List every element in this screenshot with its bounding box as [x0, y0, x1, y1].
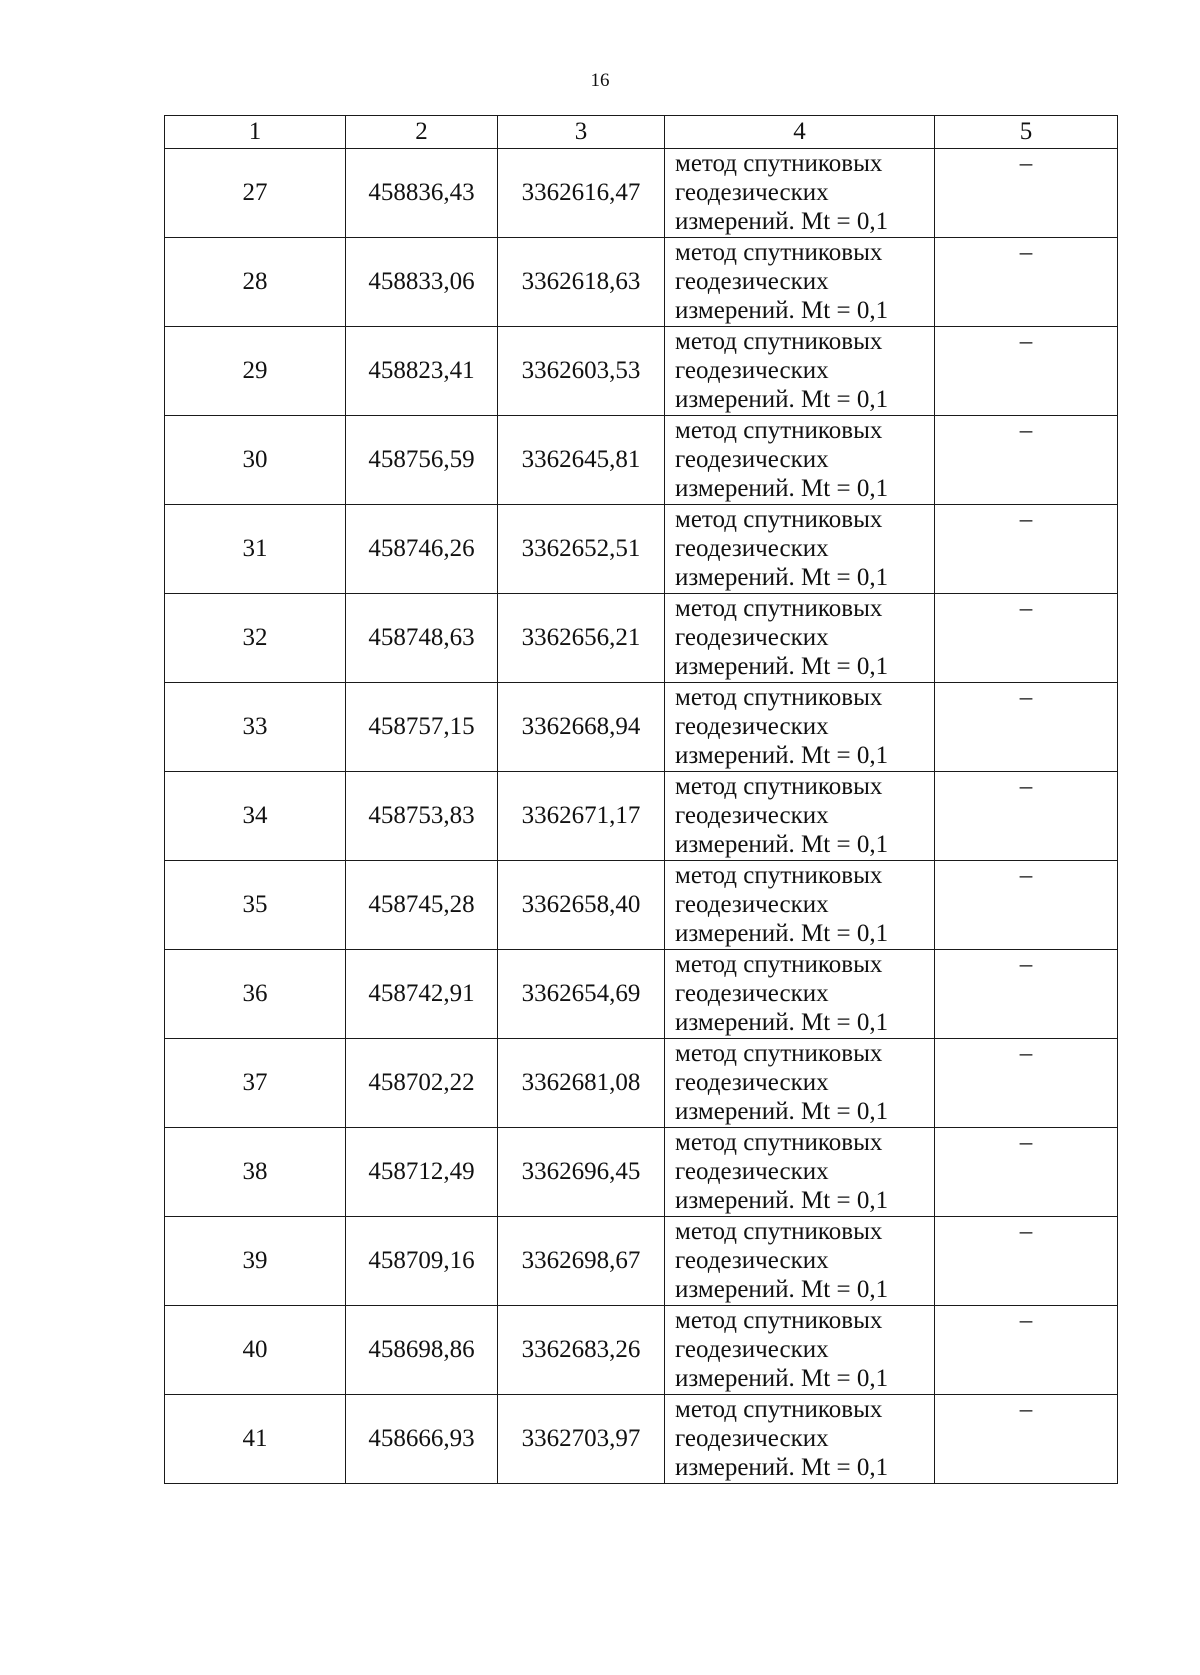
y-coordinate: 3362671,17 — [498, 772, 665, 861]
header-col-5: 5 — [935, 116, 1118, 149]
x-coordinate: 458742,91 — [346, 950, 498, 1039]
header-col-2: 2 — [346, 116, 498, 149]
note-dash: – — [935, 950, 1118, 1039]
method-cell — [665, 683, 935, 772]
method-line-3: измерений. Mt = 0,1 — [675, 564, 889, 591]
table-row — [165, 1395, 1118, 1484]
method-line-3: измерений. Mt = 0,1 — [675, 1454, 889, 1481]
point-number: 31 — [165, 505, 346, 594]
method-line-3: измерений. Mt = 0,1 — [675, 475, 889, 502]
method-cell — [665, 1128, 935, 1217]
method-line-3: измерений. Mt = 0,1 — [675, 653, 889, 680]
method-line-2: геодезических — [675, 624, 829, 651]
x-coordinate: 458702,22 — [346, 1039, 498, 1128]
method-line-3: измерений. Mt = 0,1 — [675, 386, 889, 413]
method-line-1: метод спутниковых — [675, 1218, 883, 1245]
method-cell — [665, 861, 935, 950]
y-coordinate: 3362696,45 — [498, 1128, 665, 1217]
method-line-2: геодезических — [675, 980, 829, 1007]
x-coordinate: 458833,06 — [346, 238, 498, 327]
method-line-2: геодезических — [675, 268, 829, 295]
method-line-3: измерений. Mt = 0,1 — [675, 920, 889, 947]
y-coordinate: 3362683,26 — [498, 1306, 665, 1395]
method-cell — [665, 772, 935, 861]
method-line-2: геодезических — [675, 802, 829, 829]
x-coordinate: 458712,49 — [346, 1128, 498, 1217]
y-coordinate: 3362652,51 — [498, 505, 665, 594]
method-line-3: измерений. Mt = 0,1 — [675, 208, 889, 235]
table-row — [165, 238, 1118, 327]
note-dash: – — [935, 238, 1118, 327]
method-line-3: измерений. Mt = 0,1 — [675, 742, 889, 769]
coordinates-table — [164, 115, 1118, 1484]
y-coordinate: 3362656,21 — [498, 594, 665, 683]
y-coordinate: 3362654,69 — [498, 950, 665, 1039]
x-coordinate: 458756,59 — [346, 416, 498, 505]
note-dash: – — [935, 1039, 1118, 1128]
point-number: 40 — [165, 1306, 346, 1395]
method-line-1: метод спутниковых — [675, 239, 883, 266]
method-cell — [665, 1395, 935, 1484]
point-number: 32 — [165, 594, 346, 683]
method-line-1: метод спутниковых — [675, 417, 883, 444]
y-coordinate: 3362616,47 — [498, 149, 665, 238]
point-number: 30 — [165, 416, 346, 505]
table-body — [165, 149, 1118, 1484]
x-coordinate: 458836,43 — [346, 149, 498, 238]
method-cell — [665, 238, 935, 327]
table-row — [165, 594, 1118, 683]
method-cell — [665, 505, 935, 594]
method-line-1: метод спутниковых — [675, 951, 883, 978]
note-dash: – — [935, 861, 1118, 950]
method-line-2: геодезических — [675, 891, 829, 918]
x-coordinate: 458748,63 — [346, 594, 498, 683]
method-line-1: метод спутниковых — [675, 862, 883, 889]
y-coordinate: 3362703,97 — [498, 1395, 665, 1484]
y-coordinate: 3362618,63 — [498, 238, 665, 327]
method-line-2: геодезических — [675, 1247, 829, 1274]
method-cell — [665, 416, 935, 505]
method-cell — [665, 327, 935, 416]
method-line-1: метод спутниковых — [675, 684, 883, 711]
note-dash: – — [935, 1306, 1118, 1395]
method-line-3: измерений. Mt = 0,1 — [675, 1365, 889, 1392]
method-line-1: метод спутниковых — [675, 1307, 883, 1334]
table-row — [165, 683, 1118, 772]
method-line-3: измерений. Mt = 0,1 — [675, 1098, 889, 1125]
method-line-1: метод спутниковых — [675, 1396, 883, 1423]
x-coordinate: 458746,26 — [346, 505, 498, 594]
method-line-1: метод спутниковых — [675, 328, 883, 355]
method-line-1: метод спутниковых — [675, 595, 883, 622]
note-dash: – — [935, 594, 1118, 683]
method-line-2: геодезических — [675, 1069, 829, 1096]
table-row — [165, 149, 1118, 238]
method-cell — [665, 1217, 935, 1306]
note-dash: – — [935, 327, 1118, 416]
method-line-2: геодезических — [675, 179, 829, 206]
header-row — [165, 116, 1118, 149]
method-cell — [665, 950, 935, 1039]
table-row — [165, 861, 1118, 950]
point-number: 29 — [165, 327, 346, 416]
method-cell — [665, 594, 935, 683]
method-line-3: измерений. Mt = 0,1 — [675, 1276, 889, 1303]
point-number: 41 — [165, 1395, 346, 1484]
method-line-2: геодезических — [675, 446, 829, 473]
point-number: 38 — [165, 1128, 346, 1217]
table-row — [165, 327, 1118, 416]
header-col-3: 3 — [498, 116, 665, 149]
method-line-2: геодезических — [675, 1336, 829, 1363]
table-row — [165, 772, 1118, 861]
y-coordinate: 3362698,67 — [498, 1217, 665, 1306]
x-coordinate: 458757,15 — [346, 683, 498, 772]
note-dash: – — [935, 772, 1118, 861]
method-line-2: геодезических — [675, 1158, 829, 1185]
y-coordinate: 3362645,81 — [498, 416, 665, 505]
point-number: 34 — [165, 772, 346, 861]
method-cell — [665, 1039, 935, 1128]
method-line-2: геодезических — [675, 713, 829, 740]
method-line-3: измерений. Mt = 0,1 — [675, 297, 889, 324]
y-coordinate: 3362681,08 — [498, 1039, 665, 1128]
method-line-3: измерений. Mt = 0,1 — [675, 1009, 889, 1036]
note-dash: – — [935, 505, 1118, 594]
table-row — [165, 1039, 1118, 1128]
point-number: 27 — [165, 149, 346, 238]
y-coordinate: 3362658,40 — [498, 861, 665, 950]
table-row — [165, 505, 1118, 594]
table-row — [165, 416, 1118, 505]
note-dash: – — [935, 683, 1118, 772]
method-line-1: метод спутниковых — [675, 1129, 883, 1156]
table-row — [165, 950, 1118, 1039]
header-col-4: 4 — [665, 116, 935, 149]
y-coordinate: 3362668,94 — [498, 683, 665, 772]
page-number: 16 — [590, 70, 610, 91]
point-number: 28 — [165, 238, 346, 327]
method-cell — [665, 1306, 935, 1395]
header-col-1: 1 — [165, 116, 346, 149]
point-number: 33 — [165, 683, 346, 772]
x-coordinate: 458698,86 — [346, 1306, 498, 1395]
note-dash: – — [935, 416, 1118, 505]
method-line-3: измерений. Mt = 0,1 — [675, 1187, 889, 1214]
method-cell — [665, 149, 935, 238]
note-dash: – — [935, 1128, 1118, 1217]
point-number: 39 — [165, 1217, 346, 1306]
x-coordinate: 458753,83 — [346, 772, 498, 861]
method-line-2: геодезических — [675, 1425, 829, 1452]
point-number: 35 — [165, 861, 346, 950]
x-coordinate: 458709,16 — [346, 1217, 498, 1306]
method-line-1: метод спутниковых — [675, 1040, 883, 1067]
method-line-1: метод спутниковых — [675, 150, 883, 177]
x-coordinate: 458666,93 — [346, 1395, 498, 1484]
point-number: 37 — [165, 1039, 346, 1128]
table-row — [165, 1306, 1118, 1395]
note-dash: – — [935, 149, 1118, 238]
method-line-1: метод спутниковых — [675, 773, 883, 800]
x-coordinate: 458745,28 — [346, 861, 498, 950]
note-dash: – — [935, 1217, 1118, 1306]
note-dash: – — [935, 1395, 1118, 1484]
table-row — [165, 1217, 1118, 1306]
method-line-3: измерений. Mt = 0,1 — [675, 831, 889, 858]
y-coordinate: 3362603,53 — [498, 327, 665, 416]
point-number: 36 — [165, 950, 346, 1039]
table-row — [165, 1128, 1118, 1217]
method-line-2: геодезических — [675, 535, 829, 562]
method-line-2: геодезических — [675, 357, 829, 384]
table-header — [165, 116, 1118, 149]
method-line-1: метод спутниковых — [675, 506, 883, 533]
x-coordinate: 458823,41 — [346, 327, 498, 416]
